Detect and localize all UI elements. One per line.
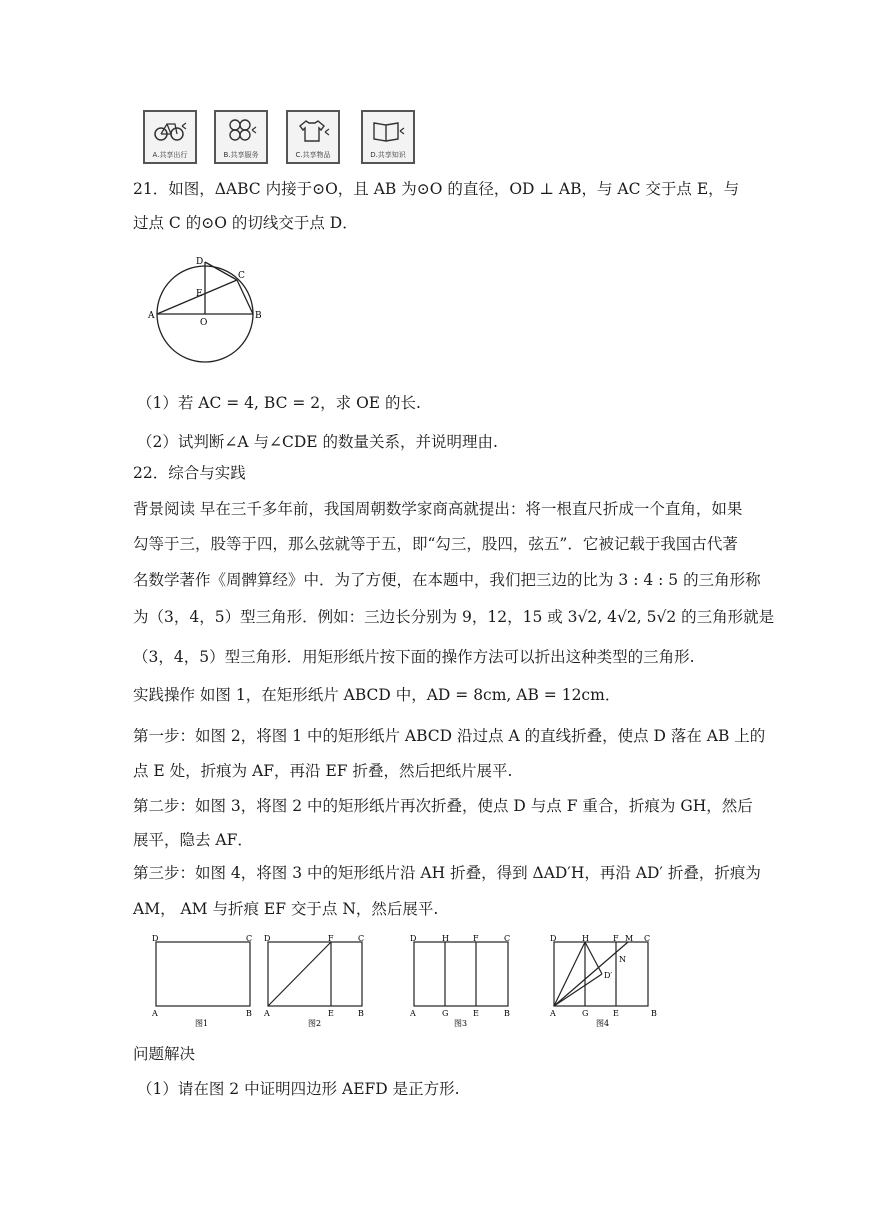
fig2-label-d: D <box>264 934 271 943</box>
q22-background-3: 名数学著作《周髀算经》中．为了方便，在本题中，我们把三边的比为 3 : 4 : 5 的三角形称 <box>133 571 761 589</box>
fig3-label-h: H <box>442 934 449 943</box>
fig4-label-d: D <box>550 934 557 943</box>
option-caption: A.共享出行 <box>152 151 188 159</box>
shirt-icon <box>296 118 330 144</box>
fig4-label-n: N <box>619 955 626 964</box>
fig2-caption: 图2 <box>308 1019 322 1028</box>
fig4-label-h: H <box>582 934 589 943</box>
label-a: A <box>148 311 155 321</box>
q22-heading: 22．综合与实践 <box>133 464 246 482</box>
circle-figure <box>145 250 265 365</box>
option-caption: D.共享知识 <box>370 151 406 159</box>
label-e: E <box>196 289 203 299</box>
figure-3 <box>409 934 510 1028</box>
problem-solving-heading: 问题解决 <box>133 1045 196 1063</box>
fig4-caption: 图4 <box>596 1019 610 1028</box>
q22-background-2: 勾等于三，股等于四，那么弦就等于五，即“勾三，股四，弦五”．它被记载于我国古代著 <box>133 535 738 553</box>
problem-solving-part-1: （1）请在图 2 中证明四边形 AEFD 是正方形. <box>137 1080 460 1098</box>
q22-step3-line-2: AM， AM 与折痕 EF 交于点 N，然后展平. <box>133 900 439 918</box>
fig3-label-c: C <box>504 934 511 943</box>
fig4-label-g: G <box>582 1009 589 1018</box>
fig4-label-d-prime: D′ <box>604 971 613 980</box>
bicycle-icon <box>153 118 187 142</box>
fig1-label-a: A <box>152 1009 158 1018</box>
fig4-label-c: C <box>644 934 651 943</box>
fig3-label-e: E <box>473 1009 479 1018</box>
fig4-label-b: B <box>651 1009 657 1018</box>
book-icon <box>371 118 405 144</box>
q22-step1-line-1: 第一步：如图 2，将图 1 中的矩形纸片 ABCD 沿过点 A 的直线折叠，使点 D 落在 AB 上的 <box>133 727 766 745</box>
label-c: C <box>238 271 245 281</box>
fig1-label-c: C <box>246 934 253 943</box>
fig2-label-b: B <box>358 1009 364 1018</box>
fig3-label-d: D <box>410 934 417 943</box>
fig1-caption: 图1 <box>195 1019 209 1028</box>
fig3-label-g: G <box>442 1009 449 1018</box>
fig2-label-c: C <box>358 934 365 943</box>
q22-step3-line-1: 第三步：如图 4，将图 3 中的矩形纸片沿 AH 折叠，得到 ΔAD′H，再沿 AD′ 折叠，折痕为 <box>133 864 761 882</box>
q21-part-1: （1）若 AC = 4, BC = 2，求 OE 的长. <box>137 394 421 412</box>
fig3-label-a: A <box>410 1009 416 1018</box>
option-caption: C.共享物品 <box>295 151 331 159</box>
fig1-label-d: D <box>152 934 159 943</box>
figure-1 <box>151 934 252 1028</box>
q21-line-1: 21．如图，ΔABC 内接于⊙O，且 AB 为⊙O 的直径，OD ⊥ AB，与 AC 交于点 E，与 <box>133 180 740 198</box>
q22-background-1: 背景阅读 早在三千多年前，我国周朝数学家商高就提出：将一根直尺折成一个直角，如果 <box>133 500 743 518</box>
fig3-label-b: B <box>504 1009 510 1018</box>
fig2-label-a: A <box>264 1009 270 1018</box>
fig3-caption: 图3 <box>454 1019 468 1028</box>
figure-2 <box>263 934 364 1028</box>
q22-step2-line-2: 展平，隐去 AF． <box>133 831 253 849</box>
fig4-label-f: F <box>613 934 619 943</box>
q22-background-5: （3，4，5）型三角形．用矩形纸片按下面的操作方法可以折出这种类型的三角形. <box>133 648 695 666</box>
option-card-a <box>143 110 197 164</box>
fig2-label-e: E <box>328 1009 334 1018</box>
q22-step2-line-1: 第二步：如图 3，将图 2 中的矩形纸片再次折叠，使点 D 与点 F 重合，折痕为 GH，然后 <box>133 797 753 815</box>
q22-background-4: 为（3，4，5）型三角形．例如：三边长分别为 9，12，15 或 3√2, 4√2, 5√2 的三角形就是 <box>133 608 775 626</box>
label-o: O <box>200 318 208 328</box>
fig1-label-b: B <box>246 1009 252 1018</box>
fig2-label-f: F <box>328 934 334 943</box>
fig4-label-a: A <box>550 1009 556 1018</box>
fig3-label-f: F <box>473 934 479 943</box>
fold-figures <box>148 930 678 1035</box>
fig4-label-e: E <box>613 1009 619 1018</box>
figure-4 <box>549 934 657 1028</box>
option-caption: B.共享服务 <box>223 151 259 159</box>
label-d: D <box>196 257 204 267</box>
q22-practice: 实践操作 如图 1，在矩形纸片 ABCD 中，AD = 8cm, AB = 12cm． <box>133 686 621 704</box>
q21-part-2: （2）试判断∠A 与∠CDE 的数量关系，并说明理由. <box>137 433 498 451</box>
fig4-label-m: M <box>625 934 634 943</box>
clover-icon <box>224 118 258 142</box>
q21-line-2: 过点 C 的⊙O 的切线交于点 D． <box>133 214 358 232</box>
option-card-b <box>214 110 268 164</box>
option-card-d <box>361 110 415 164</box>
option-card-c <box>286 110 340 164</box>
label-b: B <box>255 311 262 321</box>
q22-step1-line-2: 点 E 处，折痕为 AF，再沿 EF 折叠，然后把纸片展平. <box>133 762 513 780</box>
